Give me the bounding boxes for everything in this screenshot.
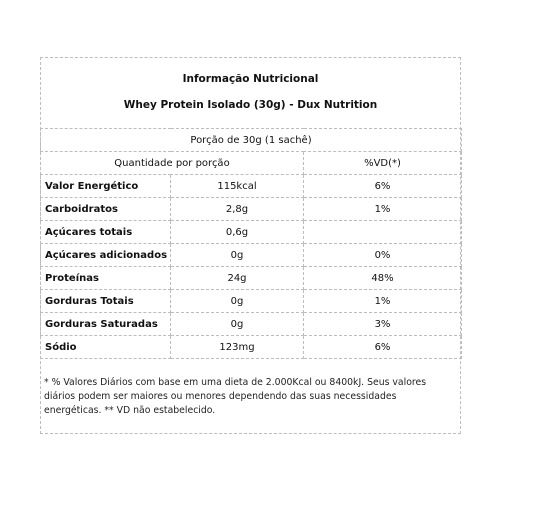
nutrient-name: Proteínas [41, 267, 171, 290]
nutrient-name: Açúcares adicionados [41, 244, 171, 267]
table-row [41, 290, 462, 313]
nutrient-vd: 1% [304, 198, 462, 221]
nutrient-vd [304, 221, 462, 244]
table-row [41, 221, 462, 244]
table-row [41, 267, 462, 290]
table-row [41, 175, 462, 198]
nutrient-vd: 0% [304, 244, 462, 267]
nutrient-amount: 0,6g [171, 221, 304, 244]
panel-title: Informação Nutricional [182, 73, 319, 85]
nutrient-name: Sódio [41, 336, 171, 359]
header-row [41, 152, 462, 175]
nutrient-amount: 0g [171, 313, 304, 336]
table-row [41, 313, 462, 336]
nutrient-amount: 2,8g [171, 198, 304, 221]
nutrient-amount: 0g [171, 290, 304, 313]
nutrient-amount: 24g [171, 267, 304, 290]
header-quantity: Quantidade por porção [41, 152, 304, 175]
product-name: Whey Protein Isolado (30g) - Dux Nutrition [123, 99, 378, 111]
nutrient-amount: 115kcal [171, 175, 304, 198]
nutrition-facts-panel [40, 57, 461, 434]
nutrient-amount: 123mg [171, 336, 304, 359]
table-row [41, 244, 462, 267]
nutrient-vd: 6% [304, 175, 462, 198]
nutrient-name: Carboidratos [41, 198, 171, 221]
nutrient-vd: 3% [304, 313, 462, 336]
nutrient-name: Açúcares totais [41, 221, 171, 244]
nutrient-amount: 0g [171, 244, 304, 267]
nutrient-name: Gorduras Saturadas [41, 313, 171, 336]
table-row [41, 198, 462, 221]
nutrient-vd: 1% [304, 290, 462, 313]
table-row [41, 336, 462, 359]
portion-row [41, 129, 462, 152]
nutrition-table [40, 128, 462, 359]
portion-cell: Porção de 30g (1 sachê) [41, 129, 462, 152]
footnote: * % Valores Diários com base em uma dieta de 2.000Kcal ou 8400kJ. Seus valores diários podem ser maiores ou menores dependendo das suas necessidades energéticas. ** VD não estabelecido. [44, 377, 427, 416]
nutrient-name: Gorduras Totais [41, 290, 171, 313]
nutrient-vd: 6% [304, 336, 462, 359]
header-vd: %VD(*) [304, 152, 462, 175]
nutrient-name: Valor Energético [41, 175, 171, 198]
nutrient-vd: 48% [304, 267, 462, 290]
